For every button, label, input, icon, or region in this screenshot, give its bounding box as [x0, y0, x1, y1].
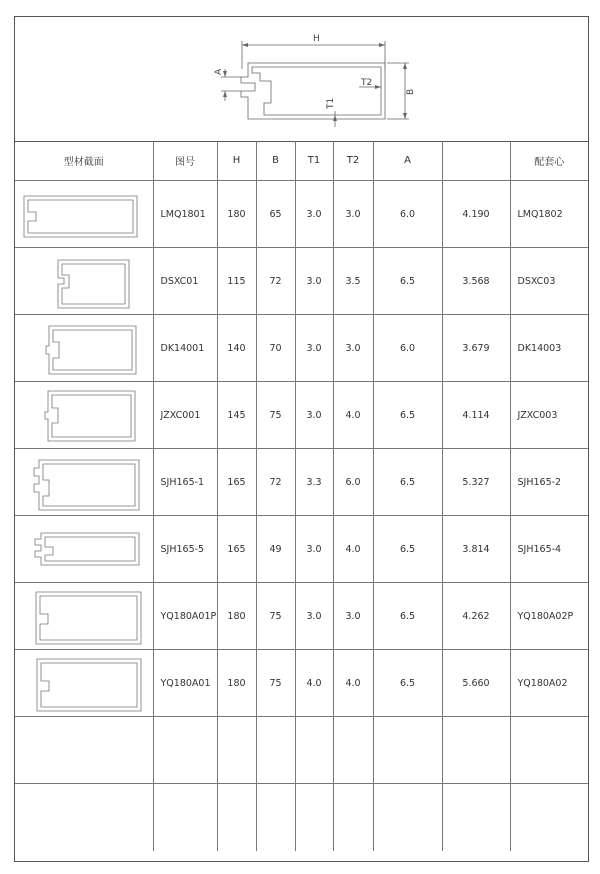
cell-t2: 4.0: [333, 516, 373, 583]
cell-t1: 3.0: [295, 516, 333, 583]
empty-cell: [217, 784, 256, 852]
profile-shape-icon: [19, 184, 149, 244]
cell-code: DK14001: [153, 315, 217, 382]
cell-a: 6.5: [373, 449, 442, 516]
cell-t2: 3.0: [333, 583, 373, 650]
cell-code: SJH165-5: [153, 516, 217, 583]
cell-b: 75: [256, 650, 295, 717]
table-row: [15, 449, 588, 516]
empty-cell: [15, 784, 153, 852]
table-row: [15, 382, 588, 449]
col-header-t2: T2: [333, 141, 373, 181]
table-row: [15, 181, 588, 248]
cell-t1: 3.0: [295, 382, 333, 449]
section-drawing: [15, 516, 153, 583]
cell-a: 6.5: [373, 516, 442, 583]
cell-h: 165: [217, 449, 256, 516]
cell-match: YQ180A02P: [510, 583, 588, 650]
cell-match: JZXC003: [510, 382, 588, 449]
empty-cell: [373, 717, 442, 784]
cell-a: 6.5: [373, 650, 442, 717]
cell-t1: 3.0: [295, 181, 333, 248]
table-row: [15, 583, 588, 650]
cell-a: 6.5: [373, 382, 442, 449]
cell-t1: 3.0: [295, 248, 333, 315]
cell-t2: 3.5: [333, 248, 373, 315]
cell-b: 75: [256, 583, 295, 650]
cell-weight: 4.190: [442, 181, 510, 248]
cell-h: 180: [217, 583, 256, 650]
cell-h: 180: [217, 181, 256, 248]
dim-h-label: H: [313, 34, 320, 44]
cell-t1: 3.3: [295, 449, 333, 516]
cell-weight: 3.679: [442, 315, 510, 382]
cell-code: JZXC001: [153, 382, 217, 449]
col-header-t1: T1: [295, 141, 333, 181]
cell-weight: 4.114: [442, 382, 510, 449]
cell-match: YQ180A02: [510, 650, 588, 717]
empty-cell: [295, 784, 333, 852]
empty-cell: [153, 784, 217, 852]
empty-cell: [15, 717, 153, 784]
cell-t1: 3.0: [295, 583, 333, 650]
dim-t1-label: T1: [326, 97, 336, 109]
empty-row: [15, 784, 588, 852]
cell-h: 140: [217, 315, 256, 382]
cell-code: YQ180A01: [153, 650, 217, 717]
cell-h: 180: [217, 650, 256, 717]
cell-weight: 4.262: [442, 583, 510, 650]
col-header-b: B: [256, 141, 295, 181]
cell-b: 75: [256, 382, 295, 449]
profile-shape-icon: [19, 251, 149, 311]
cell-match: DSXC03: [510, 248, 588, 315]
col-header-h: H: [217, 141, 256, 181]
cell-b: 65: [256, 181, 295, 248]
profile-shape-icon: [19, 318, 149, 378]
profile-shape-icon: [19, 452, 149, 512]
table-row: [15, 248, 588, 315]
cell-code: LMQ1801: [153, 181, 217, 248]
cell-b: 72: [256, 449, 295, 516]
cell-t2: 6.0: [333, 449, 373, 516]
cell-match: SJH165-4: [510, 516, 588, 583]
dimension-diagram: [15, 17, 588, 142]
section-drawing: [15, 650, 153, 717]
cell-weight: 5.660: [442, 650, 510, 717]
cell-t2: 3.0: [333, 315, 373, 382]
cell-b: 72: [256, 248, 295, 315]
profile-dimension-drawing: [15, 17, 588, 141]
profile-shape-icon: [19, 653, 149, 713]
cell-weight: 3.568: [442, 248, 510, 315]
dim-t2-label: T2: [361, 78, 373, 88]
section-drawing: [15, 248, 153, 315]
cell-a: 6.5: [373, 248, 442, 315]
cell-b: 70: [256, 315, 295, 382]
cell-h: 165: [217, 516, 256, 583]
col-header-weight: [442, 141, 510, 181]
profile-shape-icon: [19, 385, 149, 445]
empty-cell: [217, 717, 256, 784]
profile-table: [15, 141, 588, 851]
spec-sheet: [14, 16, 589, 862]
cell-h: 145: [217, 382, 256, 449]
profile-shape-icon: [19, 519, 149, 579]
section-drawing: [15, 449, 153, 516]
cell-a: 6.0: [373, 181, 442, 248]
table-header-row: [15, 141, 588, 181]
col-header-a: A: [373, 141, 442, 181]
empty-row: [15, 717, 588, 784]
section-drawing: [15, 583, 153, 650]
empty-cell: [333, 717, 373, 784]
cell-match: LMQ1802: [510, 181, 588, 248]
empty-cell: [153, 717, 217, 784]
col-header-section: 型材截面: [15, 141, 153, 181]
section-drawing: [15, 181, 153, 248]
empty-cell: [510, 717, 588, 784]
section-drawing: [15, 315, 153, 382]
cell-t2: 3.0: [333, 181, 373, 248]
cell-match: DK14003: [510, 315, 588, 382]
cell-code: YQ180A01P: [153, 583, 217, 650]
cell-a: 6.0: [373, 315, 442, 382]
empty-cell: [442, 717, 510, 784]
empty-cell: [442, 784, 510, 852]
cell-t1: 3.0: [295, 315, 333, 382]
empty-cell: [256, 784, 295, 852]
dim-b-label: B: [406, 88, 416, 95]
dim-a-label: A: [214, 68, 224, 75]
empty-cell: [510, 784, 588, 852]
cell-code: DSXC01: [153, 248, 217, 315]
cell-match: SJH165-2: [510, 449, 588, 516]
cell-b: 49: [256, 516, 295, 583]
cell-h: 115: [217, 248, 256, 315]
empty-cell: [256, 717, 295, 784]
cell-weight: 3.814: [442, 516, 510, 583]
col-header-code: 图号: [153, 141, 217, 181]
empty-cell: [373, 784, 442, 852]
cell-code: SJH165-1: [153, 449, 217, 516]
cell-a: 6.5: [373, 583, 442, 650]
cell-t2: 4.0: [333, 650, 373, 717]
table-row: [15, 516, 588, 583]
section-drawing: [15, 382, 153, 449]
profile-shape-icon: [19, 586, 149, 646]
table-row: [15, 650, 588, 717]
empty-cell: [295, 717, 333, 784]
cell-weight: 5.327: [442, 449, 510, 516]
empty-cell: [333, 784, 373, 852]
cell-t2: 4.0: [333, 382, 373, 449]
cell-t1: 4.0: [295, 650, 333, 717]
col-header-match: 配套心: [510, 141, 588, 181]
table-row: [15, 315, 588, 382]
